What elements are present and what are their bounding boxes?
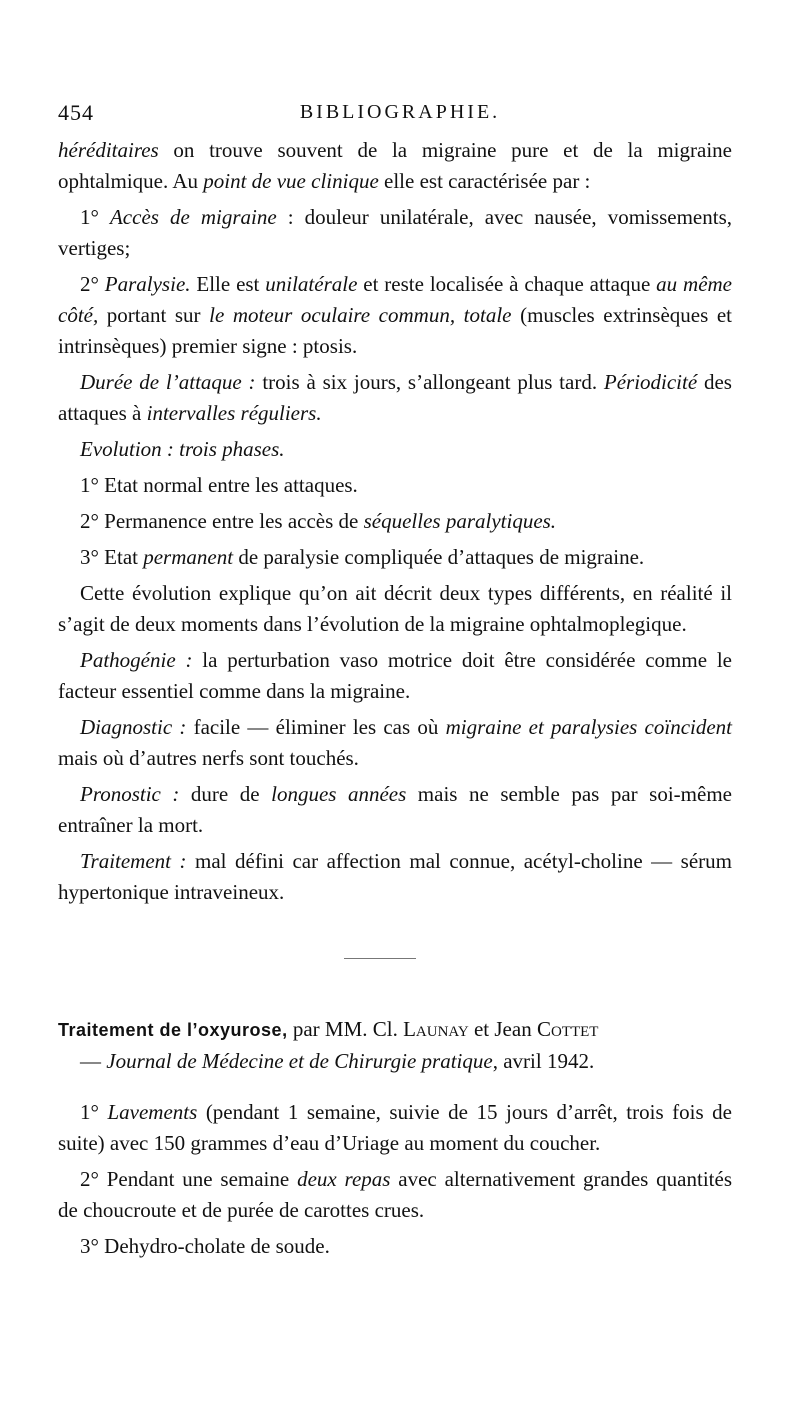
- text-run: portant sur: [98, 303, 210, 327]
- paragraph-phase-1: [58, 470, 732, 501]
- text-run: de paralysie compliquée d’attaques de migraine.: [233, 545, 645, 569]
- article-title: Traitement de l’oxyurose,: [58, 1020, 288, 1040]
- italic-term: Traitement :: [80, 849, 187, 873]
- italic-term: au même côté,: [58, 272, 732, 327]
- paragraph-dehydro: [58, 1231, 732, 1262]
- italic-term: Périodicité: [603, 370, 698, 394]
- text-run: Elle est: [190, 272, 266, 296]
- text-run: mal défini car affection mal connue, acétyl-choline — sérum hypertonique intraveineux.: [58, 849, 732, 904]
- italic-term: Pathogénie :: [80, 648, 193, 672]
- item-number: 2°: [80, 509, 99, 533]
- text-run: Etat normal entre les attaques.: [98, 473, 358, 497]
- paragraph-duree: [58, 367, 732, 429]
- paragraph-pathogenie: [58, 645, 732, 707]
- text-run: : douleur unilatérale, avec nausée, vomissements, vertiges;: [58, 205, 732, 260]
- paragraph-cette-evolution: Cette évolution explique qu’on ait décrit deux types différents, en réalité il s’agit de deux moments dans l’évolution de la migraine ophtalmoplegique.: [58, 581, 732, 636]
- section-divider: [344, 958, 416, 959]
- article-review: [58, 1014, 732, 1267]
- italic-term: unilatérale: [265, 272, 358, 296]
- item-number: 1°: [80, 205, 99, 229]
- text-run: trois à six jours, s’allongeant plus tard.: [255, 370, 604, 394]
- item-number: 3°: [80, 1234, 99, 1258]
- text-run: des attaques à: [58, 370, 732, 425]
- text-run: par MM.: [287, 1017, 373, 1041]
- paragraph-phase-3: [58, 542, 732, 573]
- text-run: (muscles extrinsèques et intrinsèques) premier signe : ptosis.: [58, 303, 732, 358]
- italic-heading: Evolution : trois phases.: [80, 437, 285, 461]
- item-number: 2°: [80, 272, 99, 296]
- text-run: avec alternativement grandes quantités de choucroute et de purée de carottes crues.: [58, 1167, 732, 1222]
- text-run: mais où d’autres nerfs sont touchés.: [58, 746, 359, 770]
- text-run: facile — éliminer les cas où: [186, 715, 446, 739]
- author-name: Cottet: [536, 1017, 599, 1041]
- text-run: Pendant une semaine: [98, 1167, 298, 1191]
- text-run: la perturbation vaso motrice doit être considérée comme le facteur essentiel comme dans la migraine.: [58, 648, 732, 703]
- paragraph-evolution: [58, 434, 732, 465]
- italic-term: héréditaires: [58, 138, 159, 162]
- item-number: 1°: [80, 473, 99, 497]
- text-run: Permanence entre les accès de: [98, 509, 364, 533]
- paragraph-intro: [58, 135, 732, 197]
- paragraph-pronostic: [58, 779, 732, 841]
- journal-name: Journal de Médecine et de Chirurgie pratique: [106, 1049, 493, 1073]
- text-run: —: [80, 1049, 107, 1073]
- item-number: 3°: [80, 545, 99, 569]
- italic-term: séquelles paralytiques.: [363, 509, 557, 533]
- italic-term: migraine et paralysies coïncident: [445, 715, 733, 739]
- text-run: et Jean: [468, 1017, 537, 1041]
- italic-term: Durée de l’attaque :: [80, 370, 256, 394]
- text-run: on trouve souvent de la migraine pure et de la migraine ophtalmique. Au: [58, 138, 732, 193]
- italic-term: deux repas: [297, 1167, 391, 1191]
- italic-term: Paralysie.: [104, 272, 191, 296]
- paragraph-paralysie: [58, 269, 732, 362]
- italic-term: le moteur oculaire commun, totale: [209, 303, 512, 327]
- text-run: Dehydro-cholate de soude.: [98, 1234, 330, 1258]
- text-run: (pendant 1 semaine, suivie de 15 jours d’arrêt, trois fois de suite) avec 150 grammes d’eau d’Uriage au moment du coucher.: [58, 1100, 733, 1155]
- italic-term: intervalles réguliers.: [146, 401, 322, 425]
- text-run: mais ne semble pas par soi-même entraîner la mort.: [58, 782, 732, 837]
- text-run: elle est caractérisée par :: [378, 169, 591, 193]
- paragraph-diagnostic: [58, 712, 732, 774]
- article-heading: [58, 1014, 732, 1077]
- italic-term: permanent: [143, 545, 234, 569]
- running-title: BIBLIOGRAPHIE.: [299, 101, 501, 123]
- italic-term: Diagnostic :: [80, 715, 187, 739]
- page-number: 454: [58, 100, 94, 125]
- italic-term: Lavements: [107, 1100, 198, 1124]
- text-run: dure de: [179, 782, 272, 806]
- paragraph-traitement: [58, 846, 732, 908]
- item-number: 1°: [80, 1100, 99, 1124]
- paragraph-phase-2: [58, 506, 732, 537]
- paragraph-acces: [58, 202, 732, 264]
- paragraph-lavements: [58, 1097, 732, 1159]
- italic-term: longues années: [271, 782, 407, 806]
- paragraph-repas: [58, 1164, 732, 1226]
- author-first-name: Cl.: [372, 1017, 404, 1041]
- text-run: et reste localisée à chaque attaque: [357, 272, 657, 296]
- italic-term: Pronostic :: [80, 782, 180, 806]
- running-header: [58, 100, 742, 130]
- text-run: Etat: [98, 545, 144, 569]
- item-number: 2°: [80, 1167, 99, 1191]
- publication-date: , avril 1942.: [492, 1049, 595, 1073]
- author-name: Launay: [403, 1017, 469, 1041]
- review-body: [58, 135, 732, 913]
- italic-term: Accès de migraine: [109, 205, 277, 229]
- italic-term: point de vue clinique: [203, 169, 379, 193]
